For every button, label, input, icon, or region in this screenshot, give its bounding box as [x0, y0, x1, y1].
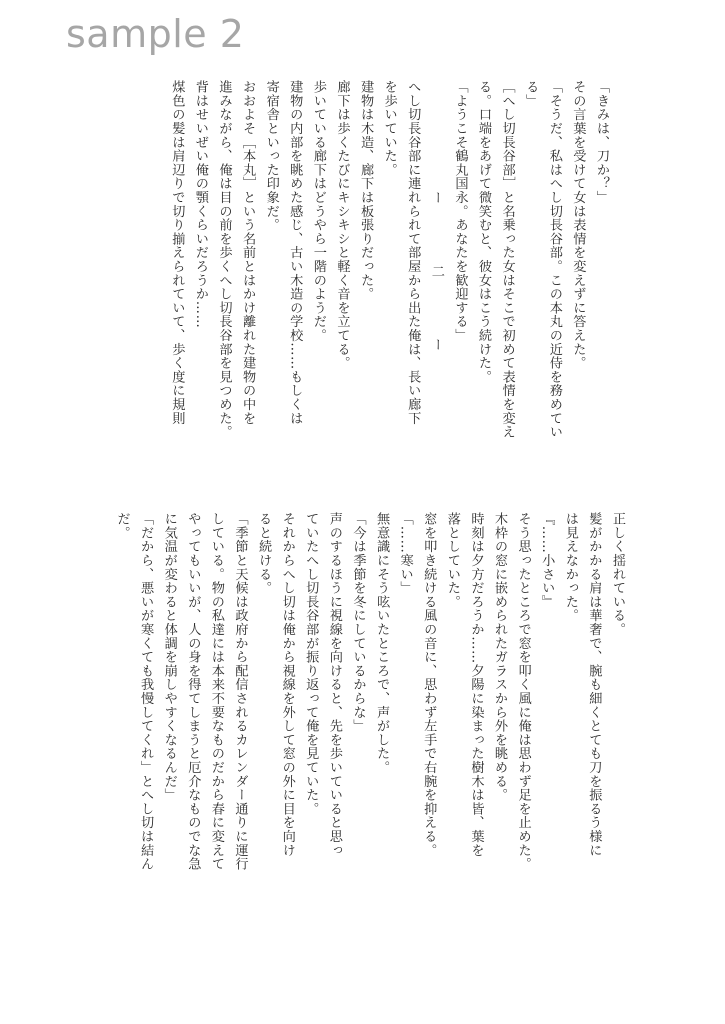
text-line: 建物は木造、廊下は板張りだった。: [358, 80, 374, 301]
text-line: ［へし切長谷部］と名乗った女はそこで初めて表情を変え: [499, 80, 515, 439]
text-line: 進みながら、俺は目の前を歩くへし切長谷部を見つめた。: [216, 80, 232, 439]
text-line: 歩いている廊下はどうやら一階のようだ。: [310, 80, 326, 343]
text-line: 声のするほうに視線を向けると、先を歩いていると思っ: [326, 512, 342, 857]
text-line: へし切長谷部に連れられて部屋から出た俺は、長い廊下: [405, 80, 421, 425]
text-line: 髪がかかる肩は華奢で、腕も細くとても刀を振るう様に: [586, 512, 602, 857]
text-line: 「季節と天候は政府から配信されるカレンダー通りに運行: [232, 512, 248, 871]
text-line: に気温が変わると体調を崩しやすくなるんだ」: [161, 512, 177, 802]
text-line: 背はせいぜい俺の顎くらいだろうか……: [192, 80, 208, 329]
text-line: だ。: [114, 512, 130, 540]
text-line: ていたへし切長谷部が振り返って俺を見ていた。: [303, 512, 319, 816]
text-line: 建物の内部を眺めた感じ、古い木造の学校……もしくは: [287, 80, 303, 425]
chapter-heading: ー 二 ー: [428, 191, 444, 379]
text-line: る」: [523, 80, 539, 108]
text-line: 『……小さい』: [539, 512, 555, 609]
text-line: やってもいいが、人の身を得てしまうと厄介なものでな急: [185, 512, 201, 871]
text-line: 時刻は夕方だろうか……夕陽に染まった樹木は皆、葉を: [468, 512, 484, 857]
text-line: 落としていた。: [444, 512, 460, 609]
text-line: 「ようこそ鶴丸国永。あなたを歓迎する」: [452, 80, 468, 343]
upper-text-block: [53, 80, 613, 490]
text-line: 寄宿舎といった印象だ。: [263, 80, 279, 232]
text-line: は見えなかった。: [562, 512, 578, 623]
text-line: そう思ったところで窓を叩く風に俺は思わず足を止めた。: [515, 512, 531, 871]
text-line: 「そうだ、私はへし切長谷部。この本丸の近侍を務めてい: [546, 80, 562, 439]
lower-text-block: [39, 512, 629, 957]
text-line: その言葉を受けて女は表情を変えずに答えた。: [570, 80, 586, 370]
text-line: を歩いていた。: [381, 80, 397, 177]
text-line: 木枠の窓に嵌められたガラスから外を眺める。: [492, 512, 508, 802]
text-line: 「きみは、刀か？」: [594, 80, 609, 205]
text-line: 無意識にそう呟いたところで、声がした。: [374, 512, 390, 775]
text-line: それからへし切は俺から視線を外して窓の外に目を向け: [279, 512, 295, 857]
text-line: 窓を叩き続ける風の音に、思わず左手で右腕を抑える。: [421, 512, 437, 857]
text-line: 煤色の髪は肩辺りで切り揃えられていて、歩く度に規則: [169, 80, 185, 425]
text-line: 正しく揺れている。: [610, 512, 625, 637]
text-line: る。口端をあげて微笑むと、彼女はこう続けた。: [476, 80, 492, 384]
text-line: 「……寒い」: [397, 512, 413, 595]
text-line: 「今は季節を冬にしているからな」: [350, 512, 366, 733]
sample-watermark: sample 2: [66, 12, 245, 56]
text-line: 廊下は歩くたびにキシキシと軽く音を立てる。: [334, 80, 350, 370]
text-line: している。物の私達には本来不要なものだから春に変えて: [208, 512, 224, 871]
text-line: 「だから、悪いが寒くても我慢してくれ」とへし切は結ん: [138, 512, 154, 871]
text-line: ると続ける。: [256, 512, 272, 595]
text-line: おおよそ［本丸］という名前とはかけ離れた建物の中を: [240, 80, 256, 425]
